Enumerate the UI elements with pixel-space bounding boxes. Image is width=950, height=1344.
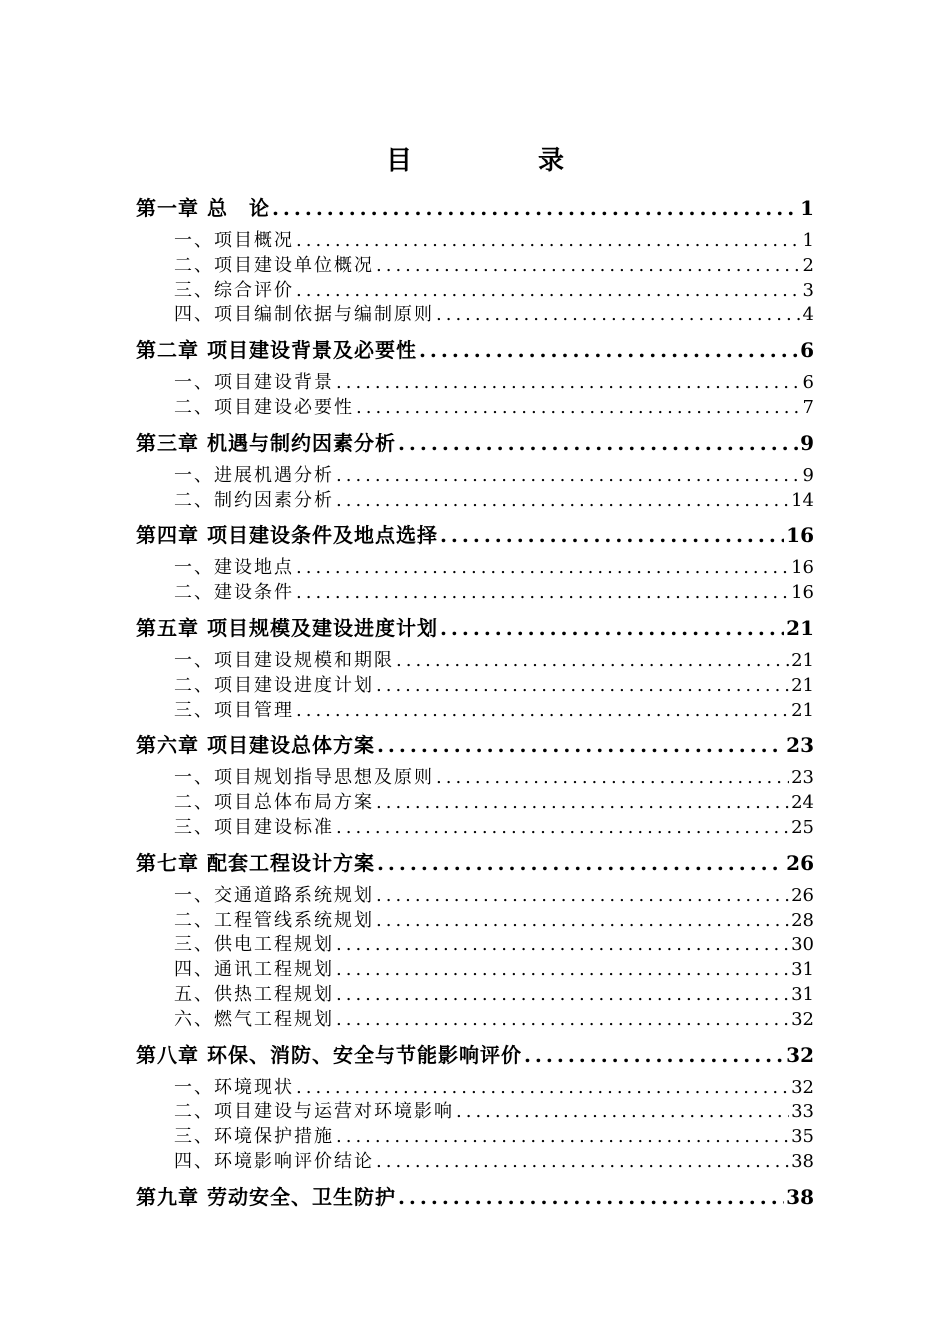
toc-section-entry[interactable] [136, 1073, 814, 1099]
toc-entry-label: 四、通讯工程规划 [174, 959, 334, 981]
toc-page-number: 31 [791, 959, 814, 981]
toc-chapter-entry[interactable] [136, 334, 814, 363]
toc-section-entry[interactable] [136, 1005, 814, 1031]
toc-entry-label: 第二章 项目建设背景及必要性 [136, 338, 417, 363]
toc-section-entry[interactable] [136, 251, 814, 277]
toc-entry-label: 一、项目建设背景 [174, 372, 334, 394]
toc-section-entry[interactable] [136, 1097, 814, 1123]
toc-entry-label: 三、项目管理 [174, 699, 294, 721]
toc-chapter-entry[interactable] [136, 847, 814, 876]
toc-page-number: 9 [802, 464, 814, 486]
dot-leader [296, 582, 789, 603]
dot-leader [336, 465, 801, 486]
toc-entry-label: 二、项目建设必要性 [174, 397, 354, 418]
toc-page-number: 33 [791, 1101, 814, 1123]
dot-leader [336, 490, 789, 511]
dot-leader [336, 959, 789, 980]
toc-section-entry[interactable] [136, 955, 814, 981]
toc-entry-label: 第九章 劳动安全、卫生防护 [136, 1184, 396, 1209]
toc-entry-label: 二、建设条件 [174, 582, 294, 604]
toc-section-entry[interactable] [136, 646, 814, 672]
toc-page-number: 26 [786, 850, 814, 875]
dot-leader [376, 792, 789, 813]
dot-leader [336, 1126, 789, 1147]
toc-entry-label: 一、项目概况 [174, 230, 294, 251]
dot-leader [440, 523, 784, 547]
toc-page-number: 32 [791, 1008, 814, 1030]
toc-page-number: 23 [786, 733, 814, 758]
toc-page-number: 1 [800, 196, 814, 220]
toc-page-number: 38 [791, 1151, 814, 1172]
toc-section-entry[interactable] [136, 461, 814, 487]
toc-entry-label: 一、项目建设规模和期限 [174, 650, 394, 671]
dot-leader [436, 304, 801, 325]
toc-section-entry[interactable] [136, 906, 814, 932]
toc-entry-label: 三、供电工程规划 [174, 934, 334, 956]
toc-entry-label: 二、项目建设单位概况 [174, 254, 374, 276]
toc-page-number: 28 [791, 909, 814, 931]
dot-leader [436, 767, 789, 788]
toc-page-number: 31 [791, 984, 814, 1005]
toc-chapter-entry[interactable] [136, 612, 814, 641]
toc-section-entry[interactable] [136, 300, 814, 326]
toc-page-number: 35 [791, 1126, 814, 1148]
toc-page-number: 6 [802, 372, 814, 394]
toc-section-entry[interactable] [136, 696, 814, 722]
toc-page-number: 14 [791, 489, 814, 511]
toc-page-number: 3 [802, 279, 814, 301]
toc-page-number: 16 [786, 523, 814, 548]
toc-page-number: 24 [791, 792, 814, 814]
toc-chapter-entry[interactable] [136, 192, 814, 221]
dot-leader [296, 700, 789, 721]
toc-section-entry[interactable] [136, 226, 814, 252]
toc-page-number: 2 [802, 254, 814, 276]
toc-section-entry[interactable] [136, 276, 814, 302]
dot-leader [398, 1185, 784, 1209]
dot-leader [376, 885, 789, 906]
toc-page-number: 6 [800, 338, 814, 363]
dot-leader [456, 1101, 789, 1122]
toc-section-entry[interactable] [136, 813, 814, 839]
toc-page-number: 1 [802, 230, 814, 251]
toc-page-number: 25 [791, 817, 814, 838]
toc-chapter-entry[interactable] [136, 427, 814, 456]
toc-page-number: 21 [786, 616, 814, 640]
toc-section-entry[interactable] [136, 486, 814, 512]
toc-section-entry[interactable] [136, 980, 814, 1006]
toc-page-number: 7 [802, 397, 814, 418]
toc-section-entry[interactable] [136, 930, 814, 956]
dot-leader [376, 1151, 789, 1172]
toc-section-entry[interactable] [136, 578, 814, 604]
toc-section-entry[interactable] [136, 1147, 814, 1173]
toc-section-entry[interactable] [136, 1122, 814, 1148]
dot-leader [296, 557, 789, 578]
toc-entry-label: 六、燃气工程规划 [174, 1008, 334, 1030]
toc-entry-label: 五、供热工程规划 [174, 984, 334, 1005]
dot-leader [377, 851, 784, 875]
toc-entry-label: 第六章 项目建设总体方案 [136, 733, 375, 758]
toc-entry-label: 四、项目编制依据与编制原则 [174, 304, 434, 326]
toc-section-entry[interactable] [136, 393, 814, 419]
toc-entry-label: 二、项目建设与运营对环境影响 [174, 1101, 454, 1123]
toc-entry-label: 一、交通道路系统规划 [174, 884, 374, 906]
toc-entry-label: 二、项目总体布局方案 [174, 792, 374, 814]
toc-chapter-entry[interactable] [136, 1181, 814, 1210]
toc-entry-label: 第七章 配套工程设计方案 [136, 850, 375, 875]
toc-entry-label: 一、进展机遇分析 [174, 464, 334, 486]
dot-leader [296, 1077, 789, 1098]
toc-entry-label: 四、环境影响评价结论 [174, 1151, 374, 1172]
toc-entry-label: 二、工程管线系统规划 [174, 909, 374, 931]
dot-leader [336, 1009, 789, 1030]
toc-title: 目 录 [385, 146, 614, 176]
dot-leader [376, 675, 789, 696]
dot-leader [398, 431, 798, 455]
toc-section-entry[interactable] [136, 763, 814, 789]
toc-page-number: 9 [800, 430, 814, 455]
toc-entry-label: 一、环境现状 [174, 1076, 294, 1098]
toc-entry-label: 第一章 总 论 [136, 196, 270, 220]
dot-leader [336, 817, 789, 838]
dot-leader [336, 984, 789, 1005]
toc-page-number: 38 [786, 1184, 814, 1209]
toc-page-number: 21 [791, 674, 814, 696]
toc-entry-label: 第四章 项目建设条件及地点选择 [136, 523, 438, 548]
dot-leader [376, 255, 801, 276]
toc-entry-label: 第五章 项目规模及建设进度计划 [136, 616, 438, 640]
toc-chapter-entry[interactable] [136, 1039, 814, 1068]
toc-chapter-entry[interactable] [136, 519, 814, 548]
toc-section-entry[interactable] [136, 881, 814, 907]
toc-page-number: 16 [791, 557, 814, 579]
toc-entry-label: 二、项目建设进度计划 [174, 674, 374, 696]
toc-page-number: 21 [791, 650, 814, 671]
dot-leader [296, 280, 801, 301]
toc-chapter-entry[interactable] [136, 729, 814, 758]
toc-section-entry[interactable] [136, 368, 814, 394]
dot-leader [296, 230, 801, 251]
dot-leader [376, 910, 789, 931]
toc-section-entry[interactable] [136, 788, 814, 814]
toc-page-number: 4 [802, 304, 814, 326]
toc-entry-label: 第三章 机遇与制约因素分析 [136, 430, 396, 455]
toc-entry-label: 第八章 环保、消防、安全与节能影响评价 [136, 1042, 522, 1067]
dot-leader [336, 934, 789, 955]
toc-entry-label: 三、环境保护措施 [174, 1126, 334, 1148]
toc-page-number: 32 [791, 1076, 814, 1098]
toc-page-number: 23 [791, 767, 814, 789]
dot-leader [396, 650, 789, 671]
toc-page-number: 30 [791, 934, 814, 956]
dot-leader [336, 372, 801, 393]
toc-entry-label: 三、项目建设标准 [174, 817, 334, 838]
toc-page-number: 21 [791, 699, 814, 721]
dot-leader [356, 397, 801, 418]
dot-leader [272, 196, 798, 220]
toc-section-entry[interactable] [136, 671, 814, 697]
toc-entry-label: 一、项目规划指导思想及原则 [174, 767, 434, 789]
dot-leader [524, 1043, 784, 1067]
toc-entry-label: 一、建设地点 [174, 557, 294, 579]
dot-leader [377, 733, 784, 757]
toc-page-number: 26 [791, 884, 814, 906]
toc-page-number: 16 [791, 582, 814, 604]
dot-leader [440, 616, 784, 640]
dot-leader [419, 338, 798, 362]
toc-section-entry[interactable] [136, 553, 814, 579]
toc-entry-label: 三、综合评价 [174, 279, 294, 301]
toc-entry-label: 二、制约因素分析 [174, 489, 334, 511]
toc-page-number: 32 [786, 1042, 814, 1067]
